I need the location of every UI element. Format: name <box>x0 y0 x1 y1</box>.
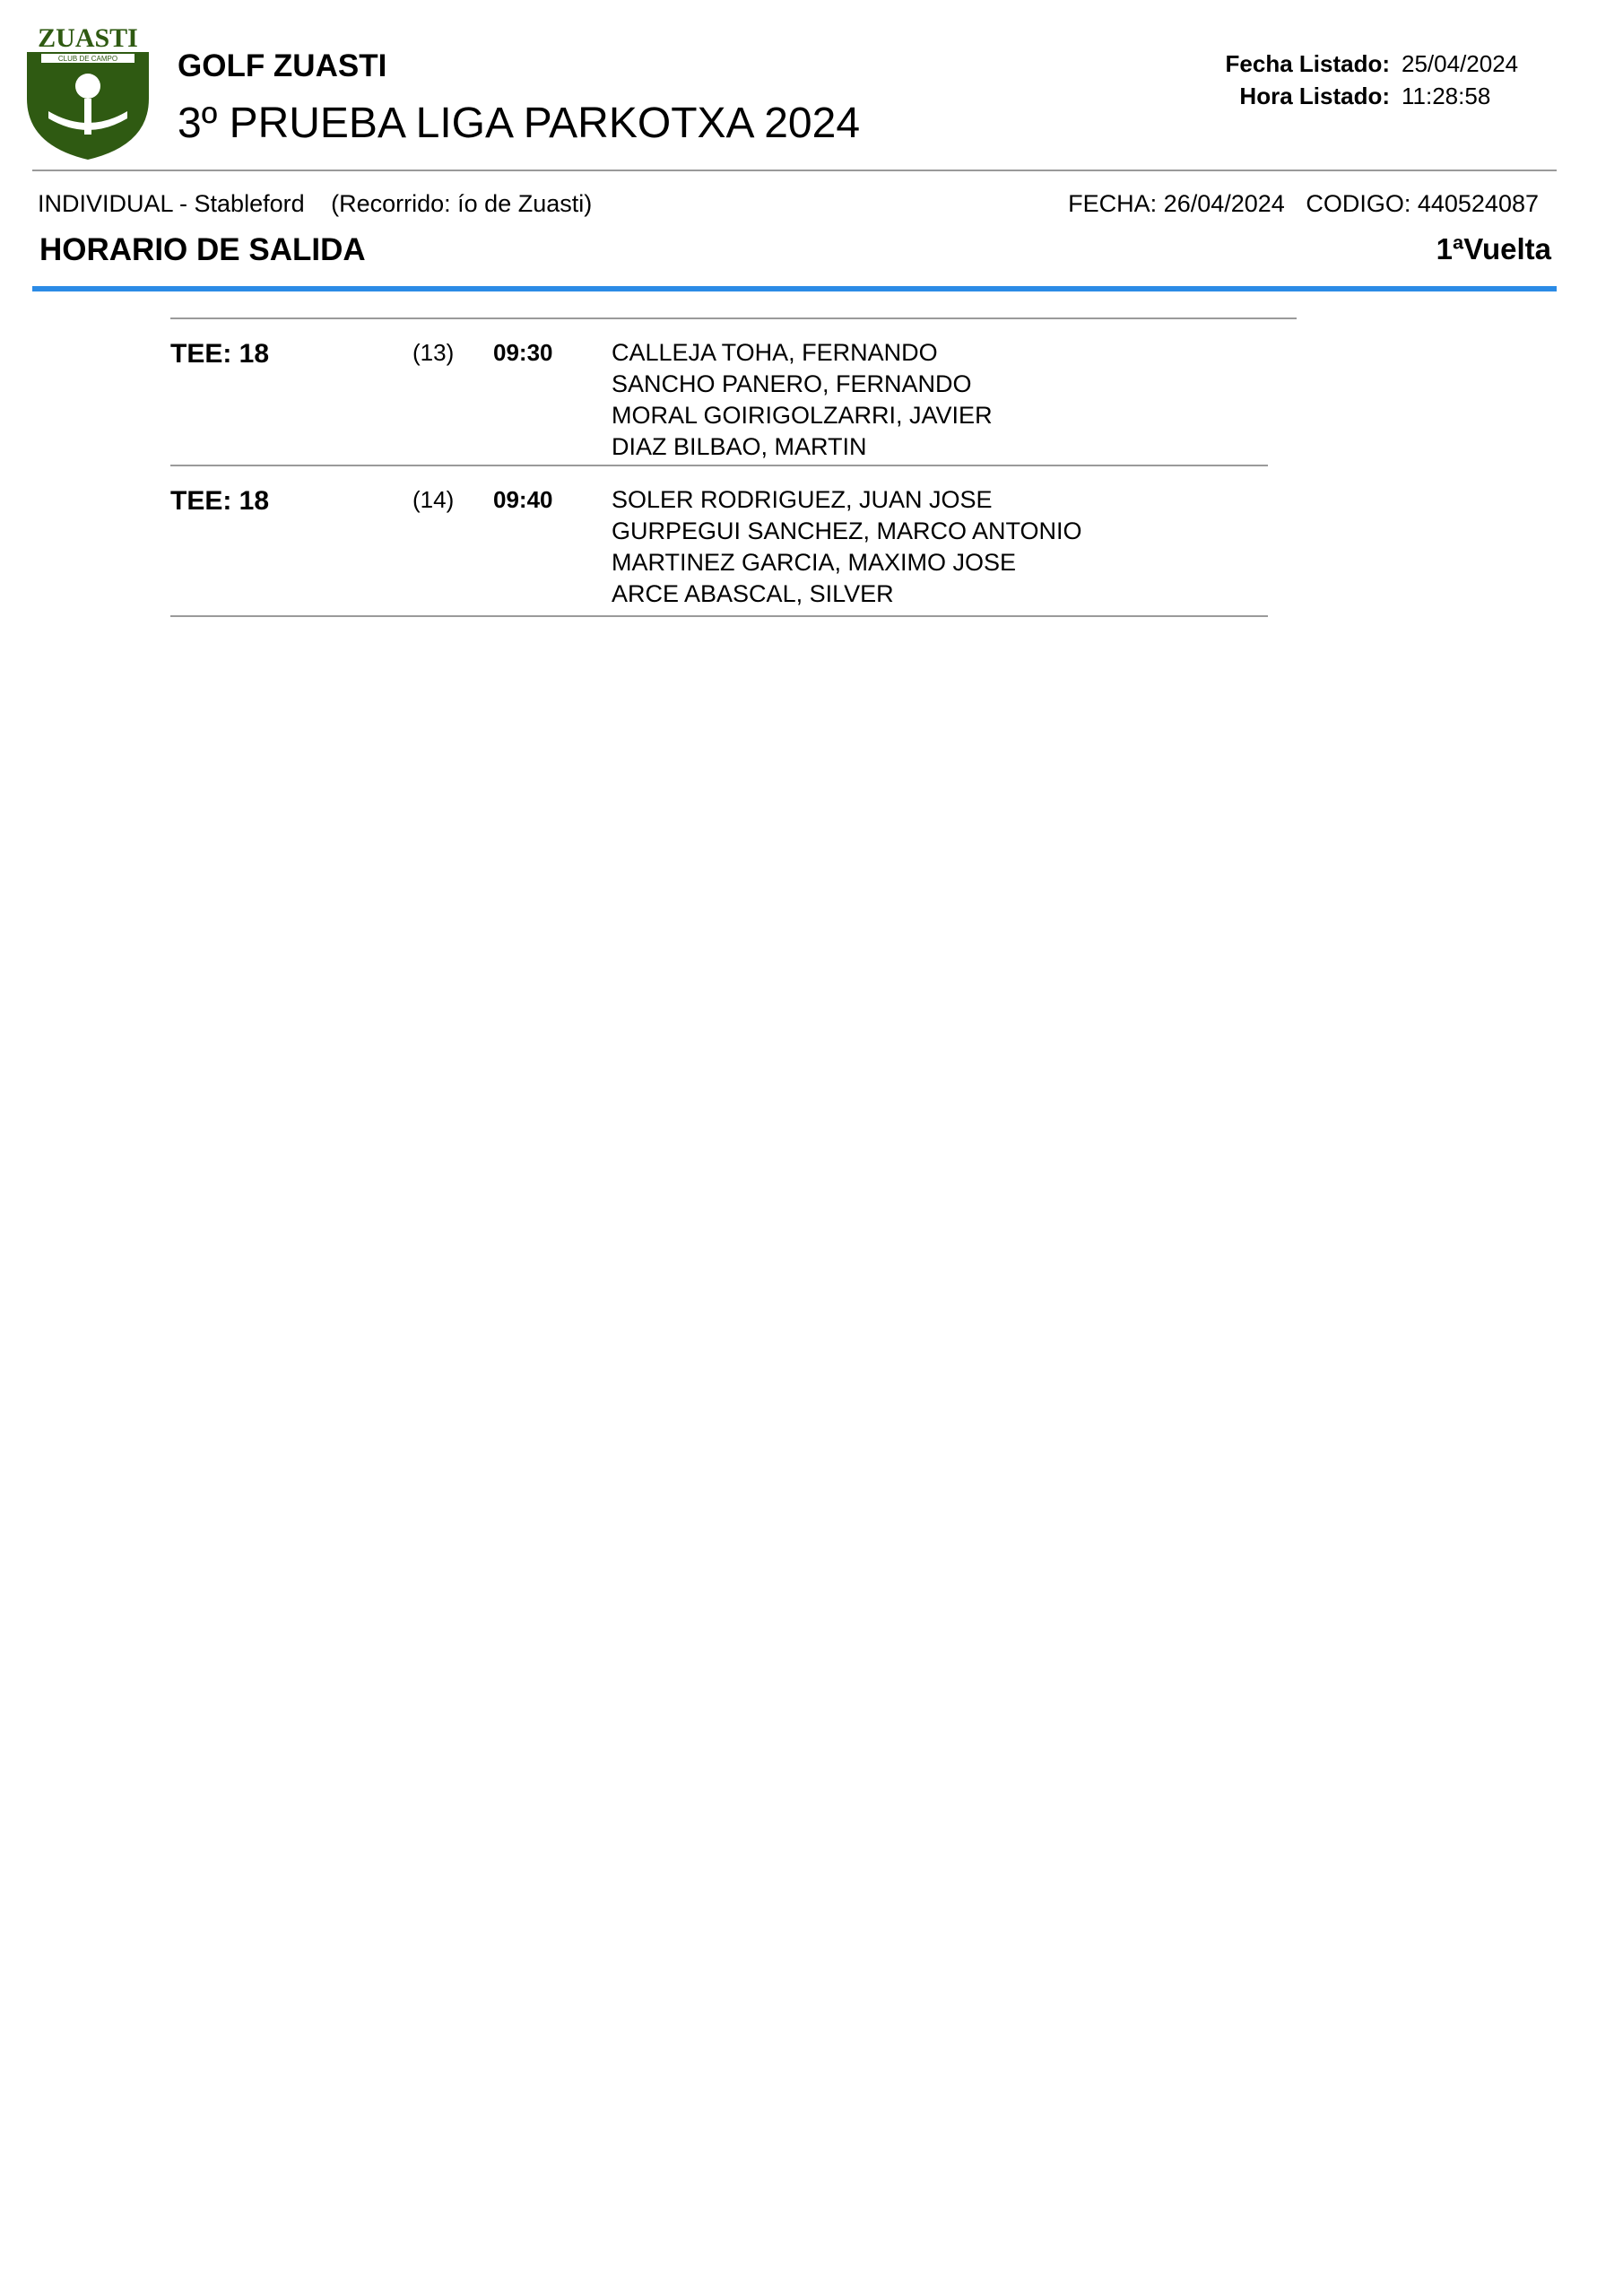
event-title: 3º PRUEBA LIGA PARKOTXA 2024 <box>178 100 861 147</box>
listing-date-value: 25/04/2024 <box>1402 50 1519 77</box>
round-label: 1ªVuelta <box>1436 232 1551 265</box>
player-name: DIAZ BILBAO, MARTIN <box>612 433 867 460</box>
club-name: GOLF ZUASTI <box>178 48 387 83</box>
group-number: (14) <box>412 486 455 513</box>
header-divider <box>32 170 1557 171</box>
course-name: (Recorrido: ío de Zuasti) <box>331 190 593 217</box>
player-name: MORAL GOIRIGOLZARRI, JAVIER <box>612 402 993 429</box>
player-name: GURPEGUI SANCHEZ, MARCO ANTONIO <box>612 517 1082 544</box>
group-divider <box>170 317 1297 319</box>
player-name: ARCE ABASCAL, SILVER <box>612 580 894 607</box>
tee-label: TEE: 18 <box>170 339 270 369</box>
listing-time-label: Hora Listado: <box>1239 83 1390 109</box>
tee-label: TEE: 18 <box>170 486 270 516</box>
player-list <box>612 337 993 463</box>
logo-subtext: CLUB DE CAMPO <box>57 55 118 63</box>
player-name: SANCHO PANERO, FERNANDO <box>612 370 972 397</box>
section-divider <box>32 286 1557 291</box>
group-divider <box>170 615 1268 617</box>
date-code-line <box>1068 190 1539 218</box>
tee-group <box>170 479 1264 622</box>
competition-code: CODIGO: 440524087 <box>1306 190 1539 217</box>
player-list <box>612 484 1082 610</box>
logo-wordmark: ZUASTI <box>38 25 138 53</box>
format-line <box>38 190 592 218</box>
player-name: SOLER RODRIGUEZ, JUAN JOSE <box>612 486 993 513</box>
player-name: MARTINEZ GARCIA, MAXIMO JOSE <box>612 549 1017 576</box>
tee-group <box>170 332 1264 475</box>
competition-date: FECHA: 26/04/2024 <box>1068 190 1285 217</box>
section-title: HORARIO DE SALIDA <box>39 232 366 267</box>
club-logo <box>22 25 154 161</box>
group-divider <box>170 465 1268 466</box>
competition-format: INDIVIDUAL - Stableford <box>38 190 305 217</box>
tee-time: 09:40 <box>493 486 553 513</box>
listing-time-value: 11:28:58 <box>1402 83 1491 109</box>
player-name: CALLEJA TOHA, FERNANDO <box>612 339 938 366</box>
group-number: (13) <box>412 339 455 366</box>
listing-date-label: Fecha Listado: <box>1225 50 1390 77</box>
tee-time: 09:30 <box>493 339 553 366</box>
